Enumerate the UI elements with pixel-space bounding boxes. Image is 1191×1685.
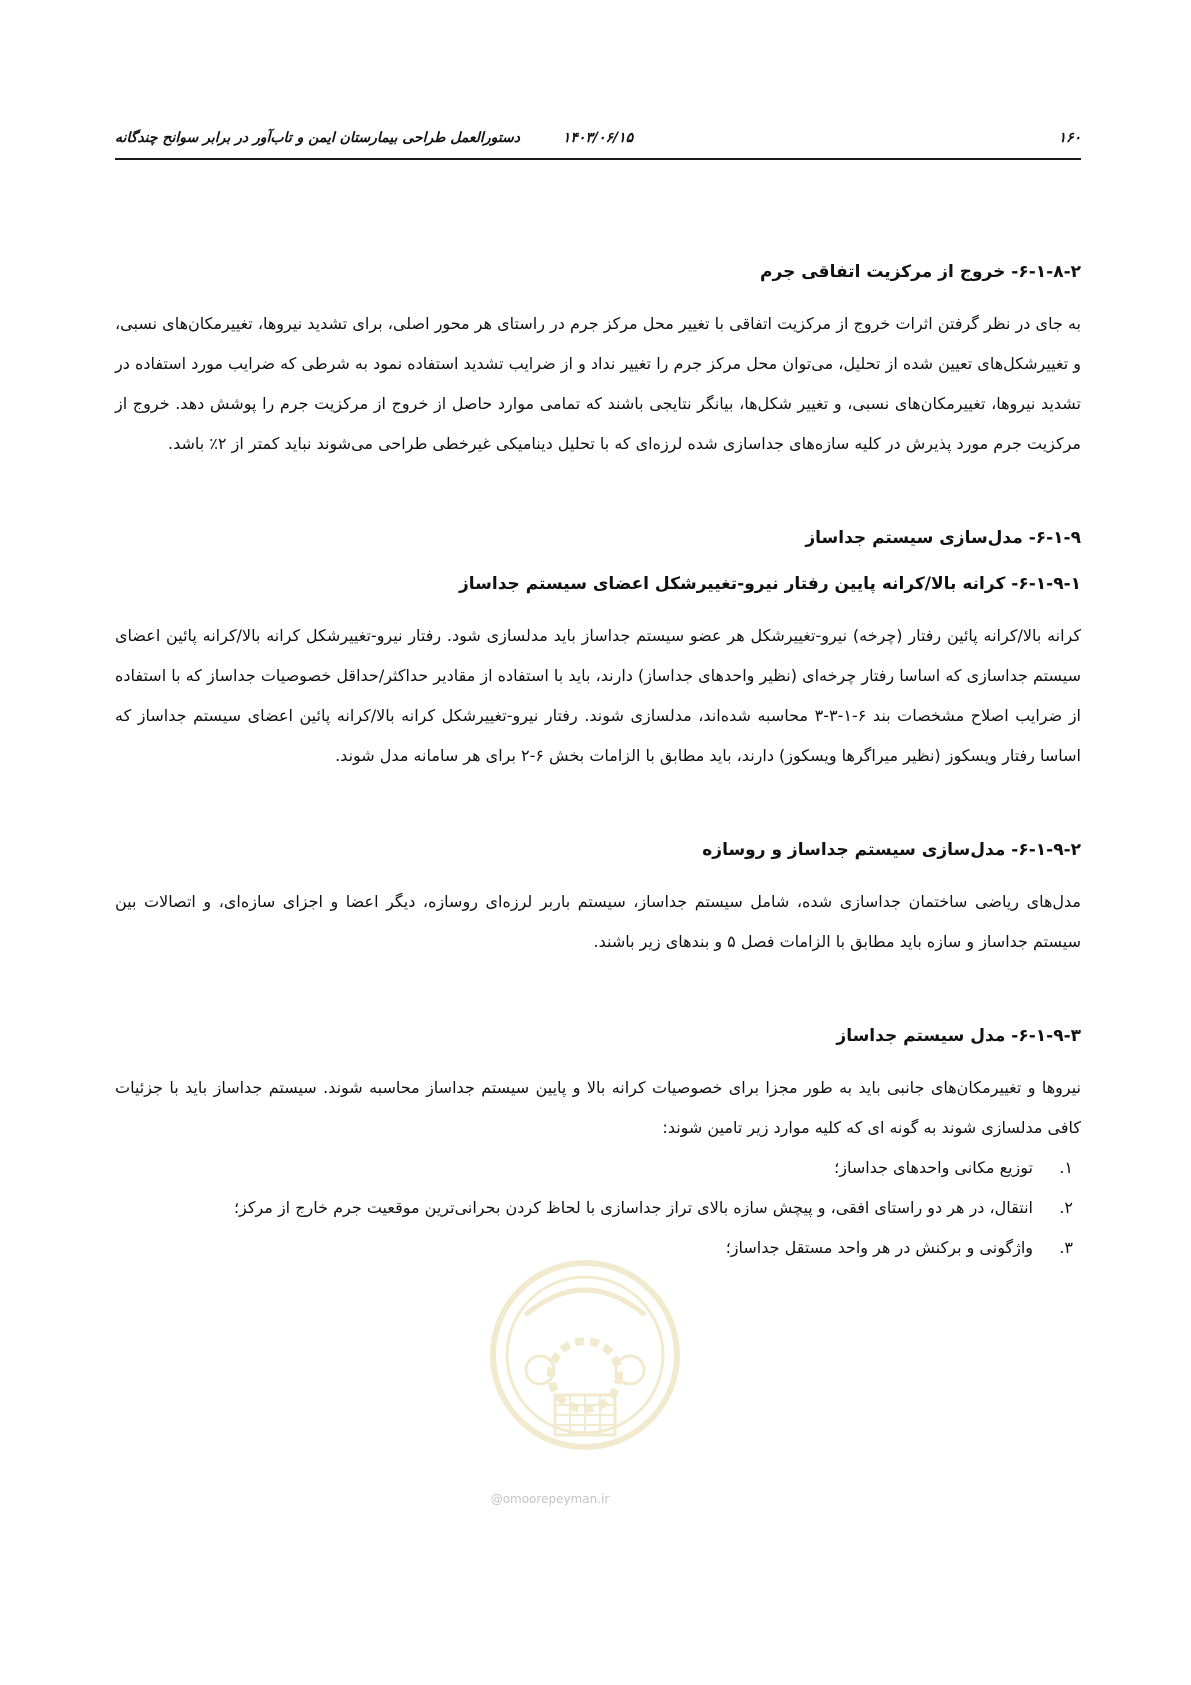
section-accidental-eccentricity bbox=[115, 258, 1081, 464]
section-paragraph: کرانه بالا/کرانه پائین رفتار (چرخه) نیرو-تغییرشکل هر عضو سیستم جداساز باید مدلسازی شود. رفتار نیرو-تغییرشکل کرانه بالا/کرانه پائین اعضای سیستم جداسازی که اساسا رفتار چرخه‌ای (نظیر واحدهای جداساز) دارند، باید با استفاده از مقادیر حداکثر/حداقل خصوصیات جداساز که با استفاده از ضرایب اصلاح مشخصات بند ۶-۱-۳-۳ محاسبه شده‌اند، مدلسازی شوند. رفتار نیرو-تغییرشکل کرانه بالا/کرانه پائین اعضای سیستم جداساز که اساسا رفتار ویسکوز (نظیر میراگرها ویسکوز) دارند، باید مطابق با الزامات بخش ۶-۲ برای هر سامانه مدل شوند. bbox=[115, 626, 1081, 765]
section-heading: ۶-۱-۹- مدل‌سازی سیستم جداساز bbox=[805, 528, 1081, 548]
list-item-number: ۲. bbox=[1059, 1198, 1073, 1217]
section-heading: ۶-۱-۹-۳- مدل سیستم جداساز bbox=[836, 1026, 1081, 1046]
list-item-text: انتقال، در هر دو راستای افقی، و پیچش سازه بالای تراز جداسازی با لحاظ کردن بحرانی‌ترین موقعیت جرم خارج از مرکز؛ bbox=[233, 1198, 1033, 1217]
list-item bbox=[115, 1148, 1081, 1188]
section-superstructure-modeling bbox=[115, 836, 1081, 962]
header-date: ۱۴۰۳/۰۶/۱۵ bbox=[562, 130, 634, 146]
section-paragraph: نیروها و تغییرمکان‌های جانبی باید به طور مجزا برای خصوصیات کرانه بالا و پایین سیستم جداساز محاسبه شوند. سیستم جداساز باید با جزئیات کافی مدلسازی شوند به گونه ای که کلیه موارد زیر تامین شوند: bbox=[115, 1078, 1081, 1137]
section-paragraph: مدل‌های ریاضی ساختمان جداسازی شده، شامل سیستم جداساز، سیستم باربر لرزه‌ای روسازه، دیگر اعضا و اجزای سازه‌ای، و اتصالات بین سیستم جداساز و سازه باید مطابق با الزامات فصل ۵ و بندهای زیر باشند. bbox=[115, 892, 1081, 951]
page-header bbox=[115, 128, 1081, 160]
list-item-text: واژگونی و برکنش در هر واحد مستقل جداساز؛ bbox=[725, 1238, 1033, 1257]
section-paragraph: به جای در نظر گرفتن اثرات خروج از مرکزیت اتفاقی با تغییر محل مرکز جرم در راستای هر محور اصلی، برای تشدید نیروها، تغییرمکان‌های نسبی، و تغییرشکل‌های تعیین شده از تحلیل، می‌توان محل مرکز جرم را تغییر نداد و از ضرایب تشدید استفاده نمود به شرطی که ضرایب مورد استفاده در تشدید نیروها، تغییرمکان‌های نسبی، و تغییر شکل‌ها، بیانگر نتایجی باشند که تمامی موارد حاصل از خروج از مرکزیت جرم را پوشش دهد. خروج از مرکزیت جرم مورد پذیرش در کلیه سازه‌های جداسازی شده لرزه‌ای که با تحلیل دینامیکی غیرخطی طراحی می‌شوند نباید کمتر از ۲٪ باشد. bbox=[115, 314, 1081, 453]
list-item bbox=[115, 1188, 1081, 1228]
section-isolation-modeling bbox=[115, 524, 1081, 552]
section-heading: ۶-۱-۸-۲- خروج از مرکزیت اتفاقی جرم bbox=[760, 262, 1081, 282]
page-number: ۱۶۰ bbox=[1058, 130, 1081, 146]
section-upper-lower-bound bbox=[115, 570, 1081, 776]
watermark-logo-icon bbox=[485, 1245, 685, 1485]
watermark-url: @omoorepeyman.ir bbox=[490, 1492, 610, 1506]
page-content bbox=[115, 258, 1081, 1268]
list-item-text: توزیع مکانی واحدهای جداساز؛ bbox=[834, 1158, 1033, 1177]
list-item-number: ۱. bbox=[1059, 1158, 1073, 1177]
requirements-list bbox=[115, 1148, 1081, 1268]
document-title: دستورالعمل طراحی بیمارستان ایمن و تاب‌آور در برابر سوانح چندگانه bbox=[115, 130, 521, 146]
section-heading: ۶-۱-۹-۲- مدل‌سازی سیستم جداساز و روسازه bbox=[702, 840, 1081, 860]
section-heading: ۶-۱-۹-۱- کرانه بالا/کرانه پایین رفتار نیرو-تغییرشکل اعضای سیستم جداساز bbox=[459, 574, 1081, 594]
list-item-number: ۳. bbox=[1059, 1238, 1073, 1257]
list-item bbox=[115, 1228, 1081, 1268]
section-isolation-system-model bbox=[115, 1022, 1081, 1268]
